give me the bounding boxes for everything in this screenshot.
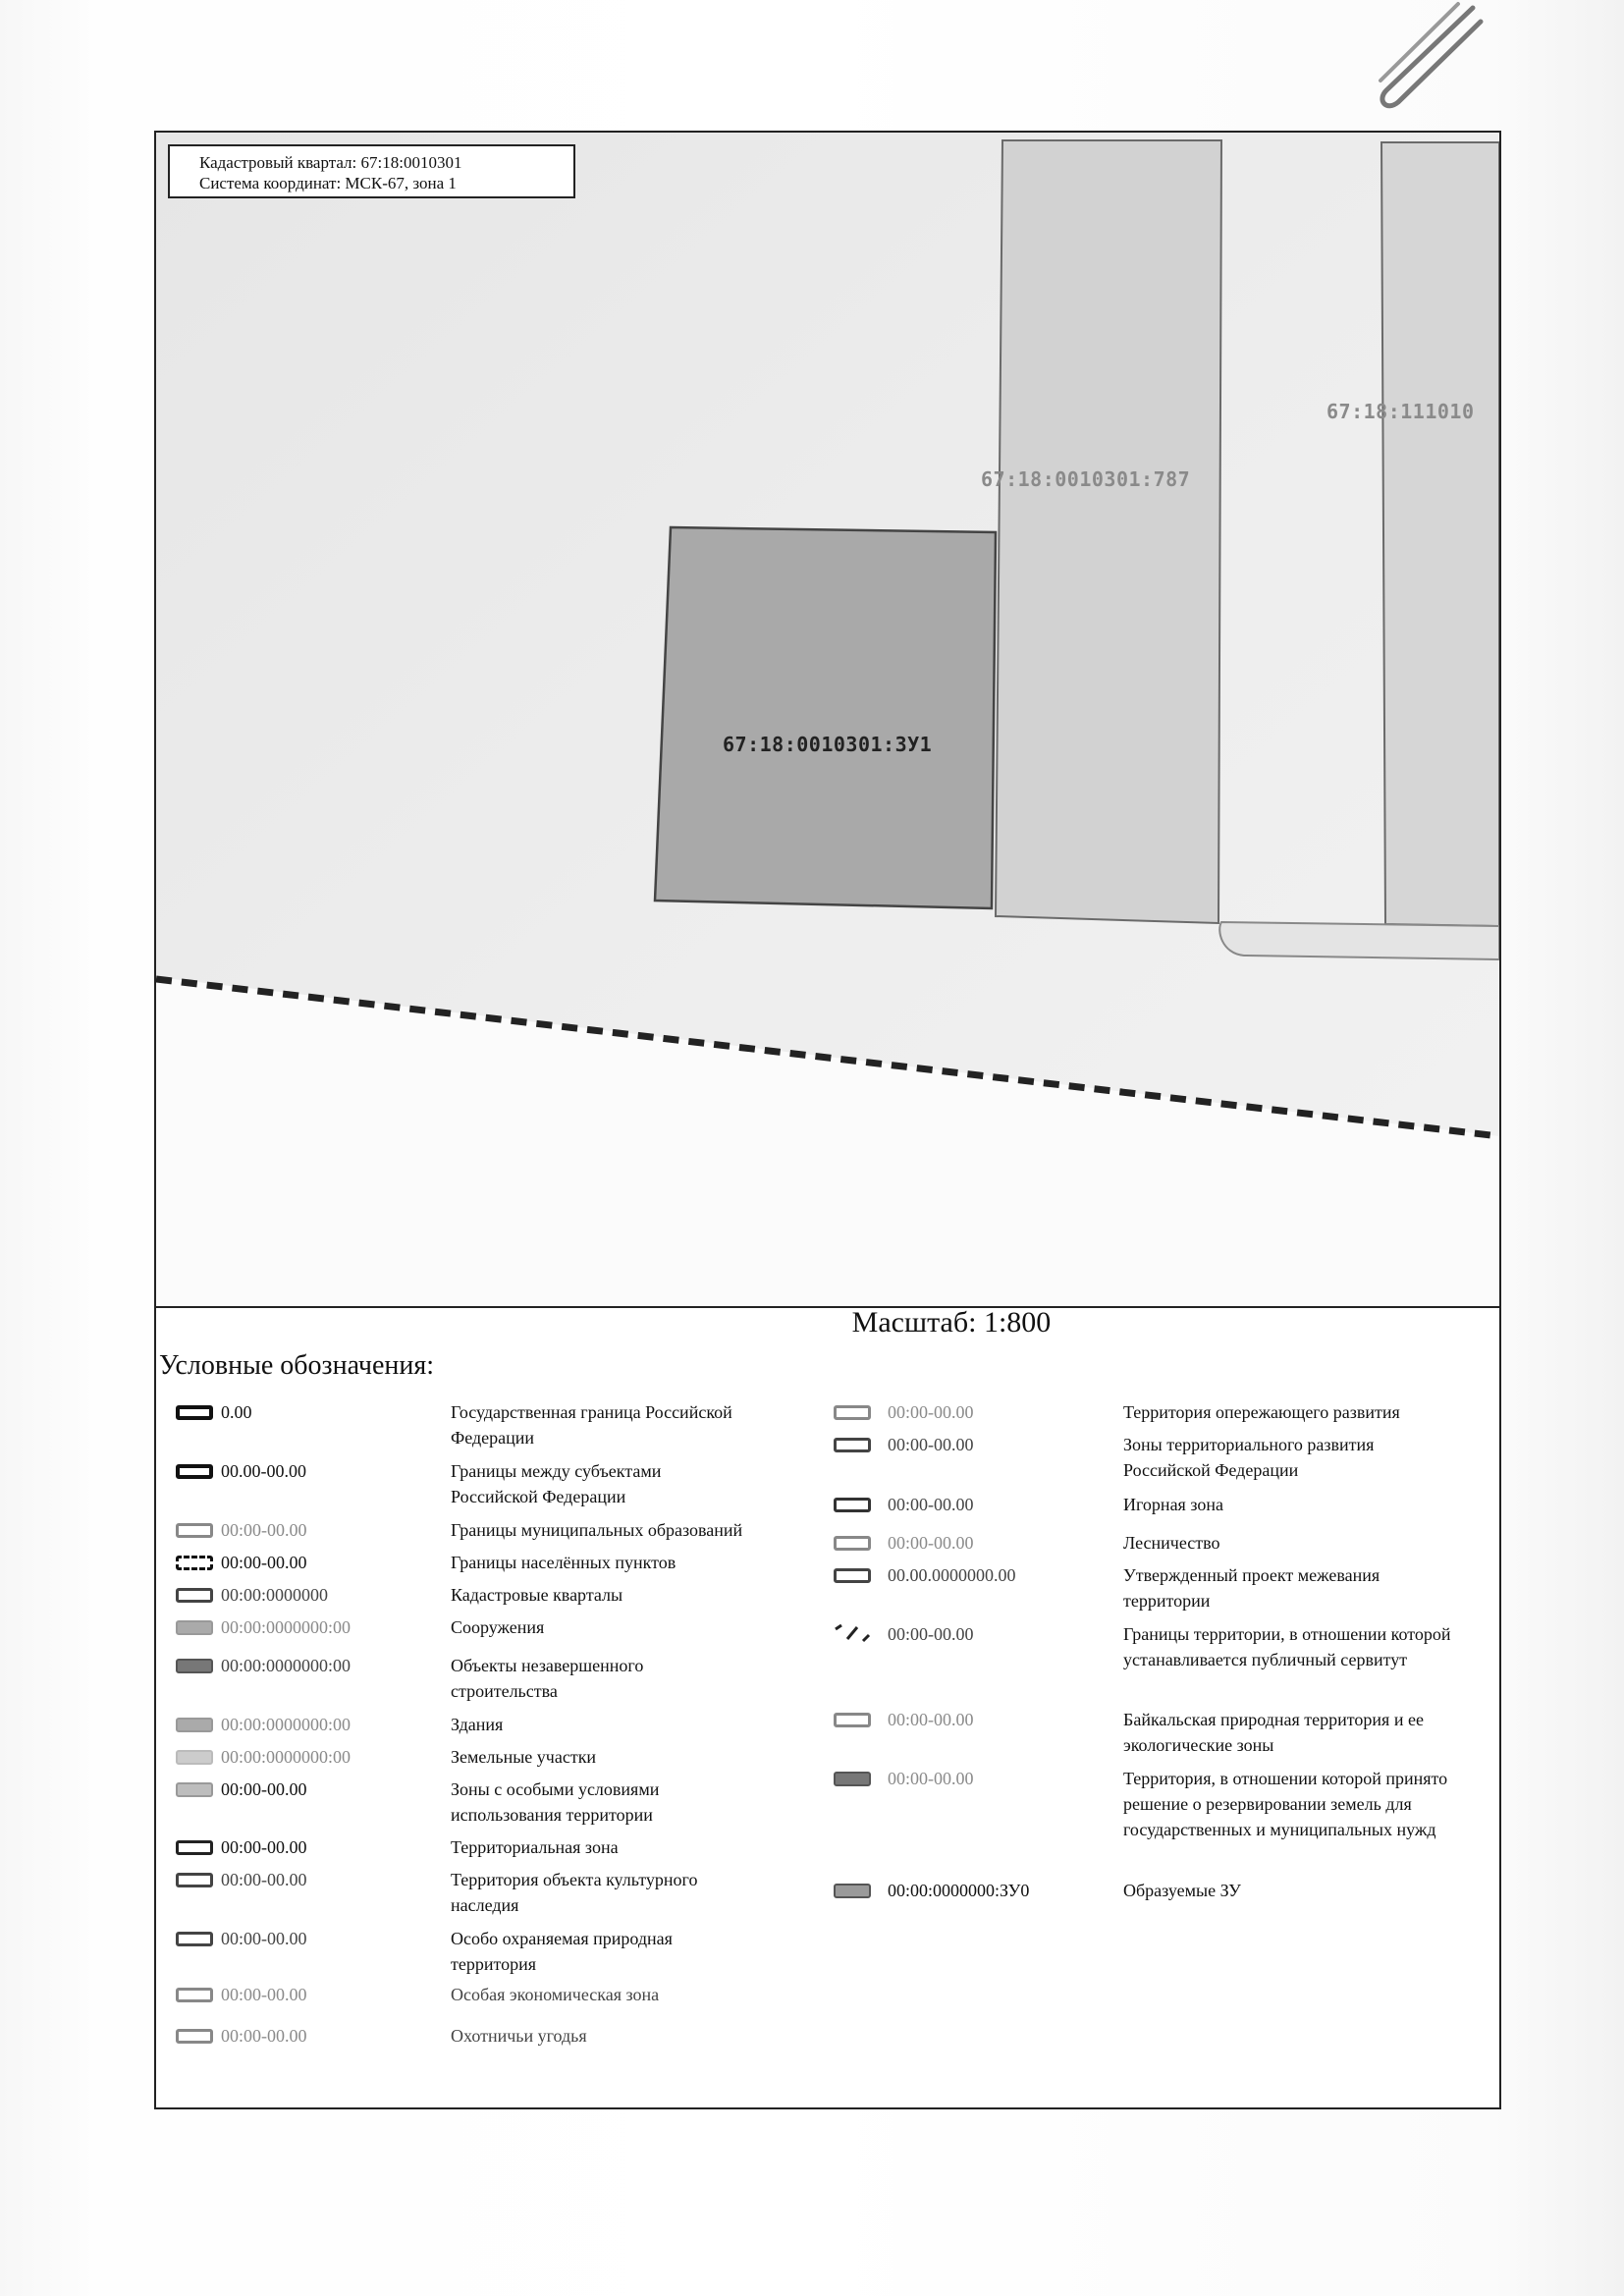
- legend-desc: Территория объекта культурного наследия: [451, 1870, 698, 1915]
- legend-desc: Государственная граница Российской Федерации: [451, 1402, 732, 1448]
- map-canvas: [156, 133, 1499, 1306]
- legend-desc: Границы муниципальных образований: [451, 1520, 743, 1540]
- legend-code: 00:00-00.00: [221, 1553, 307, 1572]
- legend-swatch: [176, 1873, 213, 1887]
- legend-code: 00:00-00.00: [221, 1779, 307, 1799]
- legend-swatch: [834, 1536, 871, 1551]
- map-sheet-frame: [154, 131, 1501, 2109]
- legend-code: 00.00-00.00: [221, 1461, 306, 1481]
- legend-code: 00:00-00.00: [221, 1985, 307, 2004]
- legend-swatch: [176, 1718, 213, 1732]
- legend-code: 00:00:0000000: [221, 1585, 329, 1605]
- legend-desc: Территория опережающего развития: [1123, 1402, 1400, 1422]
- legend-code: 00:00-00.00: [888, 1710, 974, 1729]
- cadastral-quarter-text: Кадастровый квартал: 67:18:0010301: [199, 153, 462, 172]
- legend-swatch: [176, 1405, 213, 1420]
- parcel-label-787[interactable]: 67:18:0010301:787: [981, 467, 1191, 491]
- parcel-787: [996, 140, 1221, 923]
- slash-line-icon: [834, 1623, 877, 1643]
- legend-desc: Земельные участки: [451, 1747, 597, 1767]
- parcel-111010: [1381, 142, 1499, 926]
- paperclip-icon: [1326, 0, 1492, 128]
- legend-swatch: [176, 1988, 213, 2002]
- legend-swatch: [834, 1713, 871, 1727]
- legend-desc: Кадастровые кварталы: [451, 1585, 623, 1605]
- legend-swatch: [834, 1438, 871, 1452]
- legend-swatch: [834, 1498, 871, 1512]
- legend-code: 00:00-00.00: [888, 1402, 974, 1422]
- legend-desc: Границы населённых пунктов: [451, 1553, 677, 1572]
- legend-desc: Утвержденный проект межевания территории: [1123, 1565, 1380, 1611]
- legend-code: 0.00: [221, 1402, 252, 1422]
- info-box: [168, 144, 575, 198]
- legend-desc: Зоны территориального развития Российской Федерации: [1123, 1435, 1375, 1480]
- legend-code: 00:00-00.00: [888, 1533, 974, 1553]
- legend-code: 00:00-00.00: [221, 1929, 307, 1948]
- legend-swatch: [176, 1782, 213, 1797]
- legend-desc: Лесничество: [1123, 1533, 1220, 1553]
- parcel-label-zu1[interactable]: 67:18:0010301:ЗУ1: [723, 733, 933, 756]
- legend-desc: Здания: [451, 1715, 504, 1734]
- legend-code: 00:00-00.00: [221, 1520, 307, 1540]
- parcel-zu1: [655, 527, 996, 908]
- legend-desc: Образуемые ЗУ: [1123, 1881, 1241, 1900]
- legend-desc: Объекты незавершенного строительства: [451, 1656, 644, 1701]
- legend-swatch: [176, 1840, 213, 1855]
- legend-desc: Границы территории, в отношении которой устанавливается публичный сервитут: [1123, 1624, 1451, 1669]
- legend-swatch: [176, 2029, 213, 2044]
- legend-code: 00:00:0000000:00: [221, 1617, 352, 1637]
- parcel-label-111010[interactable]: 67:18:111010: [1326, 400, 1475, 423]
- legend-swatch: [176, 1523, 213, 1538]
- legend-code: 00:00:0000000:00: [221, 1747, 352, 1767]
- legend-swatch: [176, 1750, 213, 1765]
- legend-code: 00:00:0000000:00: [221, 1715, 352, 1734]
- legend-desc: Сооружения: [451, 1617, 545, 1637]
- legend-code: 00:00:0000000:ЗУ0: [888, 1881, 1030, 1900]
- legend-code: 00:00-00.00: [888, 1495, 974, 1514]
- legend-swatch: [176, 1659, 213, 1673]
- scale-label: Масштаб: 1:800: [851, 1306, 1052, 1339]
- legend-swatch: [176, 1588, 213, 1603]
- map-area[interactable]: [156, 133, 1499, 1308]
- legend-swatch: [176, 1464, 213, 1479]
- legend-desc: Территориальная зона: [451, 1837, 619, 1857]
- legend-swatch: [834, 1405, 871, 1420]
- legend-desc: Охотничьи угодья: [451, 2026, 587, 2046]
- legend-desc: Территория, в отношении которой принято решение о резервировании земель для государственных и муниципальных нужд: [1123, 1769, 1448, 1839]
- legend-swatch: [176, 1620, 213, 1635]
- coordinate-system-text: Система координат: МСК-67, зона 1: [199, 174, 457, 192]
- legend-code: 00:00-00.00: [221, 2026, 307, 2046]
- legend-code: 00:00:0000000:00: [221, 1656, 352, 1675]
- legend-swatch: [176, 1932, 213, 1946]
- legend-swatch: [834, 1772, 871, 1786]
- legend-code: 00:00-00.00: [888, 1769, 974, 1788]
- legend-code: 00:00-00.00: [221, 1870, 307, 1889]
- road-edge: [1219, 922, 1499, 959]
- legend-swatch: [834, 1884, 871, 1898]
- legend-desc: Байкальская природная территория и ее экологические зоны: [1123, 1710, 1424, 1755]
- legend-code: 00:00-00.00: [221, 1837, 307, 1857]
- legend-code: 00:00-00.00: [888, 1435, 974, 1454]
- legend-swatch: [834, 1568, 871, 1583]
- legend-desc: Особо охраняемая природная территория: [451, 1929, 673, 1974]
- legend-code: 00.00.0000000.00: [888, 1565, 1016, 1585]
- legend-desc: Границы между субъектами Российской Федерации: [451, 1461, 662, 1506]
- legend-code: 00:00-00.00: [888, 1624, 974, 1644]
- legend-desc: Зоны с особыми условиями использования территории: [451, 1779, 660, 1825]
- legend-swatch: [176, 1556, 213, 1570]
- legend-desc: Игорная зона: [1123, 1495, 1223, 1514]
- legend-desc: Особая экономическая зона: [451, 1985, 660, 2004]
- legend-title: Условные обозначения:: [159, 1350, 435, 1381]
- legend: [156, 1399, 1499, 2087]
